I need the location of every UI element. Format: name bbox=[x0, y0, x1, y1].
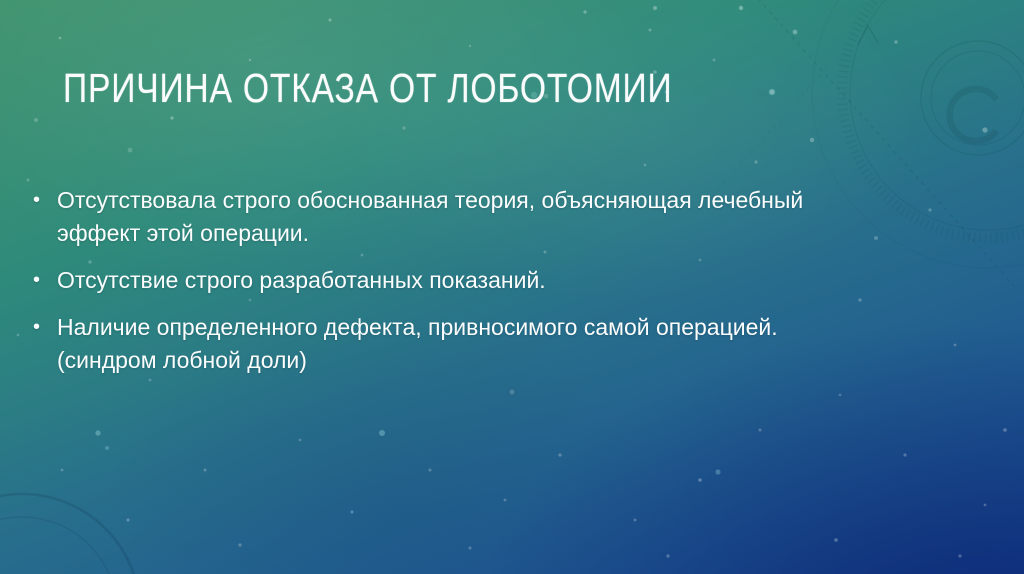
c-arc-decor bbox=[950, 89, 997, 141]
bullet-line: (синдром лобной доли) bbox=[57, 347, 307, 373]
bullet-item-3 bbox=[33, 311, 1008, 377]
bullet-text bbox=[57, 264, 1008, 297]
corner-arc-decor bbox=[0, 494, 140, 574]
bullet-line: Отсутствие строго разработанных показаний. bbox=[57, 267, 546, 293]
bullet-marker: • bbox=[33, 316, 41, 338]
bullet-item-2 bbox=[33, 264, 1008, 297]
bullet-marker: • bbox=[33, 269, 41, 291]
slide-title: ПРИЧИНА ОТКАЗА ОТ ЛОБОТОМИИ bbox=[63, 65, 673, 111]
bullet-line: Наличие определенного дефекта, привносимого самой операцией. bbox=[57, 314, 778, 340]
bullet-line: эффект этой операции. bbox=[57, 220, 310, 246]
bullet-item-1 bbox=[33, 184, 1008, 250]
chevron-decor bbox=[858, 26, 878, 45]
bullet-list bbox=[33, 184, 1008, 391]
bullet-text bbox=[57, 184, 1008, 250]
bullet-text bbox=[57, 311, 1008, 377]
bullet-line: Отсутствовала строго обоснованная теория, объясняющая лечебный bbox=[57, 187, 804, 213]
bullet-marker: • bbox=[33, 189, 41, 211]
